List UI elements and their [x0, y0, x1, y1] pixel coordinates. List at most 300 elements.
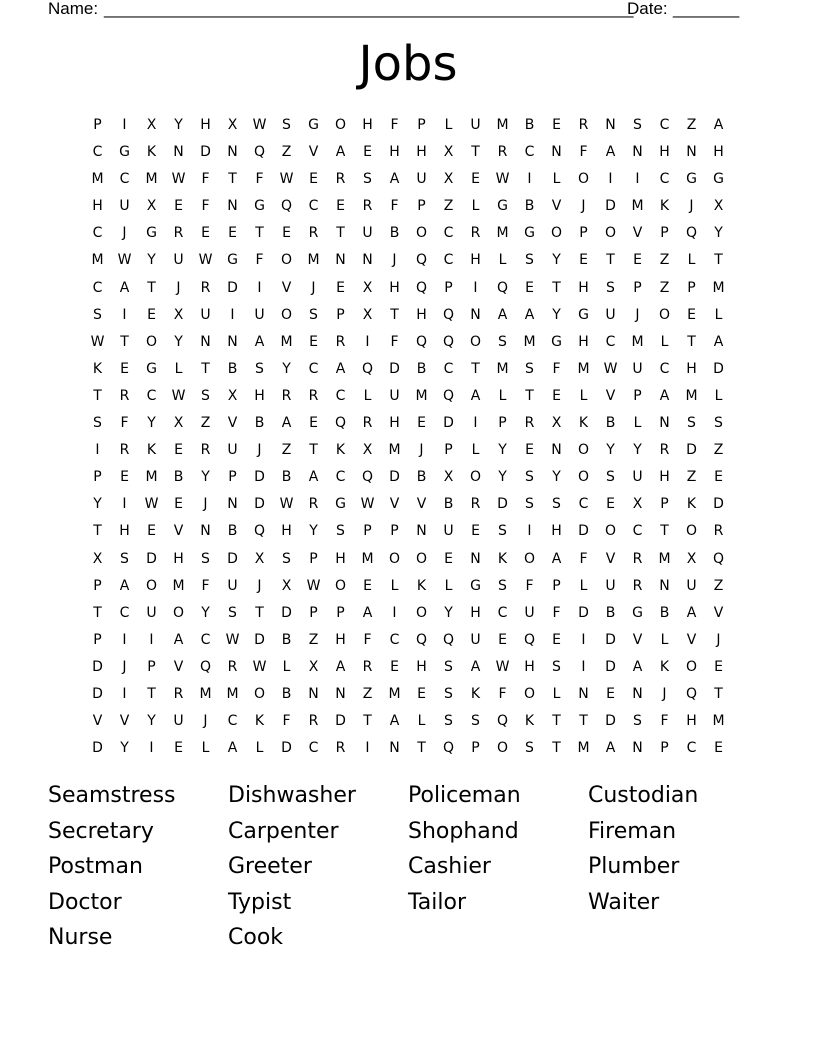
grid-letter[interactable]: L	[579, 387, 588, 404]
grid-letter[interactable]: D	[200, 144, 211, 161]
grid-letter[interactable]: V	[389, 496, 400, 513]
grid-letter[interactable]: N	[416, 523, 427, 540]
grid-letter[interactable]: Q	[442, 631, 455, 648]
grid-letter[interactable]: I	[392, 604, 397, 621]
grid-letter[interactable]: B	[524, 198, 535, 215]
grid-letter[interactable]: J	[635, 306, 640, 323]
grid-letter[interactable]: D	[605, 713, 616, 730]
grid-letter[interactable]: O	[523, 550, 536, 567]
grid-letter[interactable]: X	[443, 171, 454, 188]
grid-letter[interactable]: D	[578, 604, 589, 621]
grid-letter[interactable]: B	[227, 360, 238, 377]
grid-letter[interactable]: W	[225, 631, 240, 648]
grid-letter[interactable]: E	[147, 523, 156, 540]
grid-letter[interactable]: O	[280, 306, 293, 323]
grid-letter[interactable]: S	[228, 604, 237, 621]
grid-letter[interactable]: K	[146, 144, 157, 161]
grid-letter[interactable]: M	[280, 333, 293, 350]
grid-letter[interactable]: N	[686, 144, 697, 161]
grid-letter[interactable]: R	[713, 523, 724, 540]
grid-letter[interactable]: G	[551, 333, 562, 350]
grid-letter[interactable]: B	[254, 415, 265, 432]
grid-letter[interactable]: C	[92, 279, 103, 296]
grid-letter[interactable]: E	[525, 442, 534, 459]
grid-letter[interactable]: S	[525, 740, 534, 757]
grid-letter[interactable]: Y	[714, 225, 723, 242]
grid-letter[interactable]: J	[257, 577, 262, 594]
grid-letter[interactable]: P	[363, 523, 372, 540]
grid-letter[interactable]: P	[687, 279, 696, 296]
grid-letter[interactable]: A	[389, 713, 400, 730]
grid-letter[interactable]: N	[335, 685, 346, 702]
grid-letter[interactable]: Y	[552, 252, 561, 269]
grid-letter[interactable]: F	[660, 713, 669, 730]
grid-letter[interactable]: H	[524, 658, 535, 675]
grid-letter[interactable]: I	[365, 740, 370, 757]
grid-letter[interactable]: D	[605, 658, 616, 675]
grid-letter[interactable]: T	[309, 442, 318, 459]
grid-letter[interactable]: Y	[282, 360, 291, 377]
grid-letter[interactable]: T	[147, 685, 156, 702]
grid-letter[interactable]: U	[416, 171, 427, 188]
grid-letter[interactable]: Z	[659, 279, 670, 296]
grid-letter[interactable]: V	[173, 523, 184, 540]
grid-letter[interactable]: B	[281, 469, 292, 486]
grid-letter[interactable]: S	[309, 306, 318, 323]
grid-letter[interactable]: Y	[147, 415, 156, 432]
grid-letter[interactable]: W	[117, 252, 132, 269]
grid-letter[interactable]: T	[552, 713, 561, 730]
grid-letter[interactable]: K	[416, 577, 427, 594]
grid-letter[interactable]: E	[120, 469, 129, 486]
grid-letter[interactable]: P	[444, 442, 453, 459]
grid-letter[interactable]: T	[255, 604, 264, 621]
grid-letter[interactable]: U	[227, 577, 238, 594]
grid-letter[interactable]: T	[93, 604, 102, 621]
grid-letter[interactable]: S	[255, 360, 264, 377]
grid-letter[interactable]: J	[419, 442, 424, 459]
grid-letter[interactable]: X	[281, 577, 292, 594]
grid-letter[interactable]: W	[495, 171, 510, 188]
grid-letter[interactable]: Q	[280, 198, 293, 215]
grid-letter[interactable]: F	[201, 577, 210, 594]
grid-letter[interactable]: S	[93, 306, 102, 323]
grid-letter[interactable]: V	[713, 604, 724, 621]
grid-letter[interactable]: S	[282, 550, 291, 567]
grid-letter[interactable]: E	[309, 171, 318, 188]
grid-letter[interactable]: A	[659, 387, 670, 404]
grid-letter[interactable]: U	[470, 117, 481, 133]
grid-letter[interactable]: V	[632, 631, 643, 648]
grid-letter[interactable]: W	[252, 658, 267, 675]
grid-letter[interactable]: S	[444, 685, 453, 702]
grid-letter[interactable]: R	[308, 387, 319, 404]
grid-letter[interactable]: I	[122, 631, 127, 648]
grid-letter[interactable]: I	[149, 631, 154, 648]
grid-letter[interactable]: J	[203, 713, 208, 730]
grid-letter[interactable]: P	[660, 225, 669, 242]
grid-letter[interactable]: E	[606, 496, 615, 513]
grid-letter[interactable]: I	[149, 740, 154, 757]
grid-letter[interactable]: P	[471, 740, 480, 757]
grid-letter[interactable]: W	[279, 496, 294, 513]
grid-letter[interactable]: G	[686, 171, 697, 188]
grid-letter[interactable]: M	[631, 333, 644, 350]
grid-letter[interactable]: V	[119, 713, 130, 730]
grid-letter[interactable]: X	[227, 387, 238, 404]
grid-letter[interactable]: L	[444, 117, 453, 133]
grid-letter[interactable]: L	[687, 252, 696, 269]
grid-letter[interactable]: F	[579, 550, 588, 567]
grid-letter[interactable]: N	[200, 523, 211, 540]
grid-letter[interactable]: C	[443, 252, 454, 269]
grid-letter[interactable]: J	[689, 198, 694, 215]
grid-letter[interactable]: Z	[200, 415, 211, 432]
grid-letter[interactable]: Z	[713, 577, 724, 594]
grid-letter[interactable]: D	[227, 550, 238, 567]
grid-letter[interactable]: B	[281, 631, 292, 648]
grid-letter[interactable]: Z	[362, 685, 373, 702]
grid-letter[interactable]: S	[93, 415, 102, 432]
grid-letter[interactable]: U	[632, 360, 643, 377]
grid-letter[interactable]: D	[686, 442, 697, 459]
grid-letter[interactable]: M	[523, 333, 536, 350]
grid-letter[interactable]: F	[120, 415, 129, 432]
grid-letter[interactable]: S	[201, 550, 210, 567]
grid-letter[interactable]: E	[201, 225, 210, 242]
grid-letter[interactable]: P	[336, 604, 345, 621]
grid-letter[interactable]: J	[581, 198, 586, 215]
grid-letter[interactable]: H	[659, 469, 670, 486]
grid-letter[interactable]: F	[390, 333, 399, 350]
grid-letter[interactable]: R	[335, 171, 346, 188]
grid-letter[interactable]: W	[603, 360, 618, 377]
grid-letter[interactable]: C	[497, 604, 508, 621]
grid-letter[interactable]: Z	[281, 144, 292, 161]
grid-letter[interactable]: N	[227, 496, 238, 513]
grid-letter[interactable]: L	[660, 333, 669, 350]
grid-letter[interactable]: U	[605, 577, 616, 594]
grid-letter[interactable]: E	[282, 225, 291, 242]
grid-letter[interactable]: H	[92, 198, 103, 215]
grid-letter[interactable]: R	[659, 442, 670, 459]
grid-letter[interactable]: U	[173, 713, 184, 730]
grid-letter[interactable]: N	[173, 144, 184, 161]
grid-letter[interactable]: G	[578, 306, 589, 323]
grid-letter[interactable]: S	[498, 577, 507, 594]
grid-letter[interactable]: N	[659, 415, 670, 432]
grid-letter[interactable]: O	[415, 604, 428, 621]
grid-letter[interactable]: F	[525, 577, 534, 594]
grid-letter[interactable]: Q	[415, 631, 428, 648]
grid-letter[interactable]: Q	[415, 252, 428, 269]
grid-letter[interactable]: O	[469, 469, 482, 486]
grid-letter[interactable]: A	[713, 333, 724, 350]
grid-letter[interactable]: I	[527, 523, 532, 540]
grid-letter[interactable]: H	[578, 333, 589, 350]
grid-letter[interactable]: G	[227, 252, 238, 269]
grid-letter[interactable]: S	[525, 496, 534, 513]
grid-letter[interactable]: X	[443, 144, 454, 161]
grid-letter[interactable]: A	[470, 658, 481, 675]
grid-letter[interactable]: A	[524, 306, 535, 323]
grid-letter[interactable]: B	[659, 604, 670, 621]
grid-letter[interactable]: W	[495, 658, 510, 675]
grid-letter[interactable]: A	[389, 171, 400, 188]
grid-letter[interactable]: V	[308, 144, 319, 161]
grid-letter[interactable]: A	[605, 144, 616, 161]
grid-letter[interactable]: L	[201, 740, 210, 757]
grid-letter[interactable]: B	[173, 469, 184, 486]
grid-letter[interactable]: U	[632, 469, 643, 486]
grid-letter[interactable]: E	[579, 252, 588, 269]
grid-letter[interactable]: U	[470, 631, 481, 648]
grid-letter[interactable]: D	[281, 740, 292, 757]
grid-letter[interactable]: V	[605, 550, 616, 567]
grid-letter[interactable]: X	[713, 198, 724, 215]
grid-letter[interactable]: A	[119, 279, 130, 296]
grid-letter[interactable]: F	[552, 360, 561, 377]
grid-letter[interactable]: R	[308, 496, 319, 513]
grid-letter[interactable]: O	[523, 685, 536, 702]
grid-letter[interactable]: S	[714, 415, 723, 432]
grid-letter[interactable]: R	[308, 225, 319, 242]
grid-letter[interactable]: V	[551, 198, 562, 215]
date-field[interactable]: _______	[673, 0, 740, 18]
grid-letter[interactable]: Q	[496, 279, 509, 296]
grid-letter[interactable]: I	[122, 685, 127, 702]
grid-letter[interactable]: A	[605, 740, 616, 757]
grid-letter[interactable]: R	[362, 658, 373, 675]
grid-letter[interactable]: J	[716, 631, 721, 648]
grid-letter[interactable]: R	[470, 225, 481, 242]
grid-letter[interactable]: C	[605, 333, 616, 350]
grid-letter[interactable]: H	[686, 360, 697, 377]
grid-letter[interactable]: I	[257, 279, 262, 296]
grid-letter[interactable]: D	[254, 496, 265, 513]
grid-letter[interactable]: M	[496, 225, 509, 242]
grid-letter[interactable]: S	[444, 713, 453, 730]
grid-letter[interactable]: C	[659, 360, 670, 377]
grid-letter[interactable]: R	[632, 550, 643, 567]
grid-letter[interactable]: T	[525, 387, 534, 404]
grid-letter[interactable]: T	[579, 713, 588, 730]
grid-letter[interactable]: T	[390, 306, 399, 323]
grid-letter[interactable]: S	[336, 523, 345, 540]
grid-letter[interactable]: L	[660, 631, 669, 648]
grid-letter[interactable]: K	[524, 713, 535, 730]
grid-letter[interactable]: A	[470, 387, 481, 404]
grid-letter[interactable]: P	[498, 415, 507, 432]
grid-letter[interactable]: B	[389, 225, 400, 242]
grid-letter[interactable]: E	[444, 550, 453, 567]
grid-letter[interactable]: T	[93, 387, 102, 404]
grid-letter[interactable]: P	[93, 577, 102, 594]
grid-letter[interactable]: M	[577, 740, 590, 757]
grid-letter[interactable]: L	[471, 442, 480, 459]
grid-letter[interactable]: R	[362, 198, 373, 215]
grid-letter[interactable]: B	[416, 360, 427, 377]
grid-letter[interactable]: E	[498, 631, 507, 648]
grid-letter[interactable]: Y	[498, 442, 507, 459]
grid-letter[interactable]: E	[714, 740, 723, 757]
grid-letter[interactable]: I	[122, 496, 127, 513]
grid-letter[interactable]: T	[201, 360, 210, 377]
grid-letter[interactable]: Y	[201, 604, 210, 621]
grid-letter[interactable]: V	[92, 713, 103, 730]
grid-letter[interactable]: J	[122, 225, 127, 242]
grid-letter[interactable]: C	[524, 144, 535, 161]
grid-letter[interactable]: M	[415, 387, 428, 404]
grid-letter[interactable]: Y	[174, 333, 183, 350]
grid-letter[interactable]: S	[633, 713, 642, 730]
grid-letter[interactable]: G	[254, 198, 265, 215]
grid-letter[interactable]: I	[122, 117, 127, 133]
grid-letter[interactable]: O	[145, 577, 158, 594]
grid-letter[interactable]: R	[119, 442, 130, 459]
grid-letter[interactable]: H	[173, 550, 184, 567]
grid-letter[interactable]: R	[497, 144, 508, 161]
grid-letter[interactable]: U	[119, 198, 130, 215]
grid-letter[interactable]: G	[497, 198, 508, 215]
grid-letter[interactable]: O	[577, 171, 590, 188]
grid-letter[interactable]: K	[578, 415, 589, 432]
grid-letter[interactable]: T	[471, 144, 480, 161]
grid-letter[interactable]: S	[552, 658, 561, 675]
grid-letter[interactable]: H	[389, 144, 400, 161]
grid-letter[interactable]: H	[416, 306, 427, 323]
grid-letter[interactable]: E	[174, 740, 183, 757]
grid-letter[interactable]: W	[360, 496, 375, 513]
grid-letter[interactable]: W	[252, 117, 267, 133]
grid-letter[interactable]: W	[144, 496, 159, 513]
grid-letter[interactable]: A	[281, 415, 292, 432]
grid-letter[interactable]: O	[334, 117, 347, 133]
grid-letter[interactable]: P	[417, 117, 426, 133]
grid-letter[interactable]: Q	[253, 523, 266, 540]
grid-letter[interactable]: E	[309, 333, 318, 350]
grid-letter[interactable]: O	[496, 740, 509, 757]
grid-letter[interactable]: E	[714, 658, 723, 675]
grid-letter[interactable]: F	[552, 604, 561, 621]
grid-letter[interactable]: M	[388, 442, 401, 459]
grid-letter[interactable]: O	[172, 604, 185, 621]
grid-letter[interactable]: Q	[712, 550, 725, 567]
grid-letter[interactable]: F	[390, 198, 399, 215]
grid-letter[interactable]: X	[254, 550, 265, 567]
grid-letter[interactable]: O	[577, 442, 590, 459]
grid-letter[interactable]: I	[473, 415, 478, 432]
grid-letter[interactable]: L	[552, 171, 561, 188]
grid-letter[interactable]: V	[281, 279, 292, 296]
grid-letter[interactable]: L	[390, 577, 399, 594]
grid-letter[interactable]: H	[416, 658, 427, 675]
grid-letter[interactable]: L	[174, 360, 183, 377]
grid-letter[interactable]: E	[417, 415, 426, 432]
grid-letter[interactable]: E	[336, 279, 345, 296]
grid-letter[interactable]: F	[201, 171, 210, 188]
grid-letter[interactable]: N	[632, 740, 643, 757]
grid-letter[interactable]: Q	[415, 279, 428, 296]
grid-letter[interactable]: K	[92, 360, 103, 377]
grid-letter[interactable]: L	[552, 685, 561, 702]
grid-letter[interactable]: T	[363, 713, 372, 730]
grid-letter[interactable]: M	[361, 550, 374, 567]
grid-letter[interactable]: J	[392, 252, 397, 269]
grid-letter[interactable]: E	[147, 306, 156, 323]
grid-letter[interactable]: H	[578, 279, 589, 296]
grid-letter[interactable]: F	[390, 117, 399, 133]
grid-letter[interactable]: Z	[713, 442, 724, 459]
grid-letter[interactable]: H	[551, 523, 562, 540]
grid-letter[interactable]: V	[227, 415, 238, 432]
grid-letter[interactable]: Y	[309, 523, 318, 540]
grid-letter[interactable]: W	[198, 252, 213, 269]
grid-letter[interactable]: Z	[659, 252, 670, 269]
grid-letter[interactable]: T	[606, 252, 615, 269]
grid-letter[interactable]: M	[577, 360, 590, 377]
grid-letter[interactable]: M	[496, 360, 509, 377]
grid-letter[interactable]: E	[174, 442, 183, 459]
grid-letter[interactable]: N	[227, 333, 238, 350]
grid-letter[interactable]: U	[605, 306, 616, 323]
grid-letter[interactable]: W	[90, 333, 105, 350]
grid-letter[interactable]: T	[552, 740, 561, 757]
grid-letter[interactable]: M	[91, 252, 104, 269]
grid-letter[interactable]: W	[171, 171, 186, 188]
grid-letter[interactable]: M	[145, 171, 158, 188]
grid-letter[interactable]: A	[335, 360, 346, 377]
grid-letter[interactable]: D	[389, 469, 400, 486]
grid-letter[interactable]: R	[173, 225, 184, 242]
grid-letter[interactable]: I	[608, 171, 613, 188]
grid-letter[interactable]: M	[307, 252, 320, 269]
grid-letter[interactable]: E	[471, 523, 480, 540]
grid-letter[interactable]: W	[171, 387, 186, 404]
grid-letter[interactable]: D	[497, 496, 508, 513]
grid-letter[interactable]: M	[91, 171, 104, 188]
grid-letter[interactable]: N	[389, 740, 400, 757]
grid-letter[interactable]: O	[388, 550, 401, 567]
grid-letter[interactable]: P	[552, 577, 561, 594]
grid-letter[interactable]: N	[659, 577, 670, 594]
grid-letter[interactable]: P	[444, 279, 453, 296]
grid-letter[interactable]: A	[551, 550, 562, 567]
grid-letter[interactable]: N	[551, 144, 562, 161]
grid-letter[interactable]: K	[470, 685, 481, 702]
grid-letter[interactable]: Y	[147, 713, 156, 730]
grid-letter[interactable]: H	[686, 713, 697, 730]
grid-letter[interactable]: R	[335, 740, 346, 757]
grid-letter[interactable]: U	[389, 387, 400, 404]
grid-letter[interactable]: D	[281, 604, 292, 621]
grid-letter[interactable]: Q	[442, 306, 455, 323]
grid-letter[interactable]: Z	[686, 469, 697, 486]
grid-letter[interactable]: P	[228, 469, 237, 486]
grid-letter[interactable]: C	[335, 469, 346, 486]
grid-letter[interactable]: S	[525, 360, 534, 377]
grid-letter[interactable]: Y	[633, 442, 642, 459]
grid-letter[interactable]: C	[686, 740, 697, 757]
grid-letter[interactable]: P	[633, 279, 642, 296]
grid-letter[interactable]: F	[255, 171, 264, 188]
grid-letter[interactable]: P	[579, 225, 588, 242]
grid-letter[interactable]: P	[93, 469, 102, 486]
grid-letter[interactable]: S	[471, 713, 480, 730]
grid-letter[interactable]: C	[146, 387, 157, 404]
grid-letter[interactable]: L	[579, 577, 588, 594]
grid-letter[interactable]: I	[635, 171, 640, 188]
